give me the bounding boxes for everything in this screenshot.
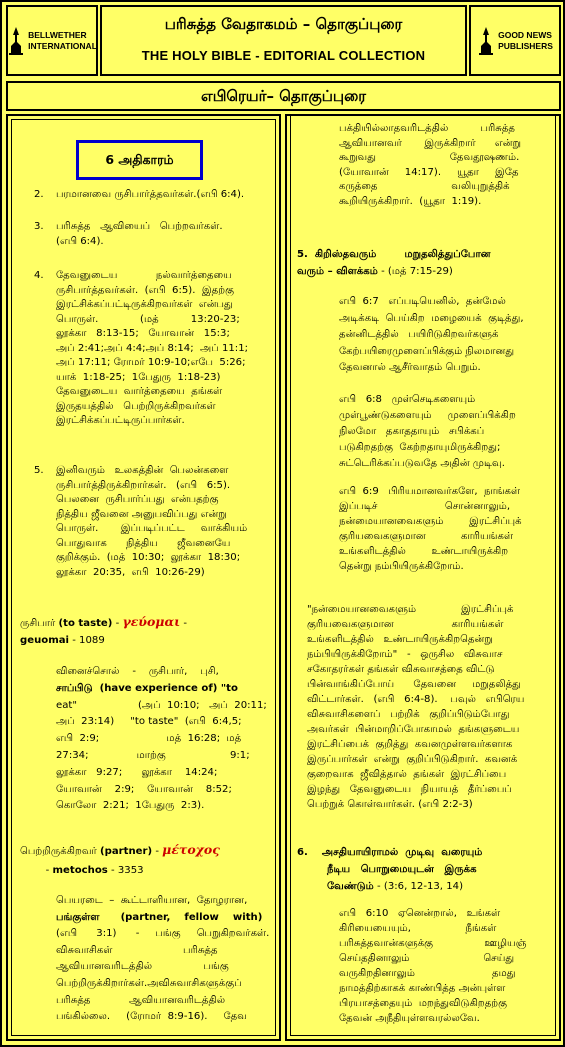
text-line: பொருள். (மத் 13:20-23; [56,313,240,325]
word-strongs: 1089 [79,635,105,646]
text-line: தேவனுடைய வார்த்தையை தங்கள் [56,386,223,397]
list-text [56,220,270,249]
word-translit: metochos [52,865,108,876]
text-line: 27:34; மாற்கு 9:1; [56,749,250,761]
word-translit: geuomai [20,635,69,646]
heading-line: 6. அசதியாயிராமல் முடிவு வரையும் [297,847,483,858]
word-tamil: பெற்றிருக்கிறவர் [20,846,97,857]
text-line: கேற்பயிரைமுளைப்பிக்கும் நிலமானது [339,345,515,357]
list-text [56,269,270,429]
text-line: eat" (அப் 10:10; அப் 20:11; [56,699,267,711]
good-news-logo [469,5,561,76]
text-line: விட்டார்கள். (எபி 6:4-8). பவுல் எபிரெய [307,694,525,705]
text-line: இரட்சிப்பைக் குறித்து கவனமுள்ளவர்களாக [307,739,513,750]
text-line: குறைவாக ஜீவித்தால் தங்கள் இரட்சிப்பை [307,769,507,780]
word-study-body [56,664,270,815]
text-line: சாப்பிடு (have experience of) "to [56,682,238,694]
section-5-heading [297,246,549,280]
heading-line: வரும் – விளக்கம் [297,266,378,277]
text-line: எபி 6:7 எப்படியெனில், தன்மேல் [339,296,506,307]
section-title-bar [6,81,561,111]
text-line: வினைச்சொல் - ருசிபார், புசி, [56,666,219,677]
text-line: லூக்கா 8:13-15; யோவான் 15:3; [56,328,230,339]
text-line: இருதயத்தில் பெற்றிருக்கிறவர்கள் [56,400,216,412]
paragraph [339,484,547,574]
text-line: பொதுவாக நித்திய ஜீவனையே [56,537,231,549]
heading-ref: - (3:6, 12-13, 14) [377,881,464,892]
list-number: 2. [34,189,44,200]
lamp-icon [477,26,495,56]
text-line: கருத்தை வலியுறுத்திக் [339,181,510,192]
text-line: அடிக்கடி பெய்கிற மழையைக் குடித்து, [339,312,524,324]
text-line: பின்வாங்கிப்போய் தேவனை மறுதலித்து [307,679,521,690]
text-line: பங்கில்லை. (ரோமர் 8:9-16). தேவ [56,1011,247,1023]
chapter-label: 6 அதிகாரம் [76,140,203,180]
text-line: சுட்டெரிக்கப்படுவதே அதின் முடிவு. [339,458,505,469]
list-text [56,464,270,580]
word-english: (partner) [100,846,153,857]
text-line: பரிசுத்த ஆவியைப் பெற்றவர்கள். [56,221,223,232]
section-6-heading [297,844,549,895]
text-line: தென்று நம்பியிருக்கிறோம். [339,561,464,572]
text-line: நாமத்திற்காகக் காண்பித்த அன்புள்ள [339,983,506,994]
text-line: சகோதரர்கள் தங்கள் விசுவாசத்தை விட்டு [307,664,495,675]
text-line: இப்படிச் சொன்னாலும், [339,501,511,512]
word-strongs: 3353 [117,865,144,876]
text-line: பரமானவை ருசிபார்த்தவர்கள்.(எபி 6:4). [56,189,245,200]
text-line: பரிசுத்தவான்களுக்கு ஊழியஞ் [339,938,527,949]
text-line: பெலனை ருசிபார்ப்பது என்பதற்கு [56,494,219,505]
text-line: கூறுவது தேவதூஷணம். [339,152,520,163]
text-line: "நன்மையானவைகளும் இரட்சிப்புக் [307,604,514,615]
heading-ref: - (மத் 7:15-29) [381,266,453,277]
list-number: 3. [34,221,44,232]
word-study-body [56,893,270,1026]
text-line: நன்மையானவைகளும் இரட்சிப்புக் [339,516,522,527]
text-line: ருசிபார்த்திருக்கிறார்கள். (எபி 6:5). [56,479,231,491]
text-line: கிரியையையும், நீங்கள் [339,923,497,934]
word-study-heading: ருசிபார் (to taste) - γεύομαι - geuomai - 1089 [20,614,187,646]
intro-paragraph [339,122,547,209]
text-line: விசுவாசிகள் பரிசுத்த [56,944,218,956]
paragraph [339,906,547,1026]
list-number: 4. [34,270,44,281]
text-line: அப் 23:14) "to taste" (எபி 6:4,5; [56,716,242,728]
header-title-tamil: பரிசுத்த வேதாகமம் – தொகுப்புரை [164,15,403,33]
text-line: எபி 6:10 ஏனென்றால், உங்கள் [339,908,501,919]
logo-right-line1: GOOD NEWS [498,29,552,40]
heading-line: வேண்டும் [327,881,374,892]
text-line: எபி 6:8 முள்செடிகளையும் [339,394,476,405]
text-line: உங்களிடத்தில் உண்டாயிருக்கிறதென்று [307,634,493,645]
text-line: ஆவியானவர் இருக்கிறார் என்று [339,137,522,149]
text-line: அவர்கள் பின்மாறிப்போகாமல் தங்களுடைய [307,724,520,735]
text-line: நிலமோ தகாததாயும் சபிக்கப் [339,426,485,437]
text-line: நம்பியிருக்கிறோம்" - ஒருசில விசுவாச [307,649,503,660]
text-line: குரியவைகளுமான காரியங்கள் [307,619,504,630]
text-line: தேவன் அநீதியுள்ளவரல்லவே. [339,1013,480,1024]
lamp-icon [7,26,25,56]
text-line: தேவனால் ஆசீர்வாதம் பெறும். [339,362,481,373]
heading-line: நீடிய பொறுமையுடன் இருக்க [327,864,477,875]
text-line: எபி 6:9 பிரியமானவர்களே, நாங்கள் [339,486,521,497]
word-greek: μέτοχος [162,842,220,857]
text-line: தன்னிடத்தில் பயிரிடுகிறவர்களுக் [339,329,499,340]
text-line: ருசிபார்த்தவர்கள். (எபி 6:5). இதற்கு [56,284,235,296]
text-line: அப் 17:11; ரோமர் 10:9-10;எபே 5:26; [56,357,246,368]
logo-left-line1: BELLWETHER [28,29,87,40]
text-line: பரிசுத்த ஆவியானவரிடத்தில் [56,994,226,1006]
text-line: கொலோ 2:21; 1பேதுரு 2:3). [56,800,205,812]
text-line: பெற்றிருக்கிறார்கள்.அவிசுவாசிகளுக்குப் [56,977,242,989]
header [100,5,467,76]
list-text [56,188,270,203]
text-line: தேவனுடைய நல்வார்த்தையை [56,270,232,281]
text-line: (யோவான் 14:17). யூதா இதே [339,166,519,178]
text-line: (எபி 3:1) - பங்கு பெறுகிறவர்கள். [56,928,270,940]
text-line: ஆவியானவரிடத்தில் பங்கு [56,961,229,973]
text-line: வருகிறதினாலும் தமது [339,968,516,979]
text-line: பெற்றுக் கொள்வார்கள். (எபி 2:2-3) [307,799,473,810]
text-line: யாக் 1:18-25; 1பேதுரு 1:18-23) [56,371,221,383]
text-line: பக்தியில்லாதவரிடத்தில் பரிசுத்த [339,123,515,134]
text-line: விசுவாசிகளைப் பற்றிக் குறிப்பிடும்போது [307,709,510,720]
list-number: 5. [34,465,44,476]
text-line: படுகிறதற்கு கேற்றதாயுமிருக்கிறது; [339,442,501,453]
text-line: குறிக்கும். (மத் 10:30; லூக்கா 18:30; [56,552,241,563]
logo-right-line2: PUBLISHERS [498,40,553,51]
left-column [6,114,281,1041]
text-line: இனிவரும் உலகத்தின் பெலன்களை [56,465,229,476]
paragraph [307,602,549,812]
text-line: பிரயாசத்தையும் மறந்துவிடுகிறதற்கு [339,998,508,1009]
text-line: முள்பூண்டுகளையும் முளைப்பிக்கிற [339,410,516,421]
section-title: எபிரெயர்– தொகுப்புரை [200,87,367,105]
text-line: குரியவைகளுமான காரியங்கள் [339,531,514,542]
word-tamil: ருசிபார் [20,618,56,629]
text-line: இருப்பார்கள் என்று குறிப்பிடுகிறார். கவனக் [307,754,518,765]
text-line: செய்ததினாலும் செய்து [339,953,515,964]
right-column [285,114,561,1041]
text-line: அப் 2:41;அப் 4:4;அப் 8:14; அப் 11:1; [56,342,249,354]
word-greek: γεύομαι [122,614,181,629]
text-line: எபி 2:9; மத் 16:28; மத் [56,733,242,745]
word-study-heading: பெற்றிருக்கிறவர் (partner) - μέτοχος - metochos - 3353 [20,842,220,876]
paragraph [339,294,547,377]
text-line: பொருள். இப்படிப்பட்ட வாக்கியம் [56,523,248,534]
logo-left-line2: INTERNATIONAL [28,40,97,51]
text-line: (எபி 6:4). [56,235,104,247]
text-line: இரட்சிக்கப்பட்டிருக்கிறவர்கள் என்பது [56,299,233,310]
text-line: லூக்கா 20:35, எபி 10:26-29) [56,566,205,578]
text-line: இழந்து தேவனுடைய நியாயத் தீர்ப்பைப் [307,784,512,795]
text-line: யோவான் 2:9; யோவான் 8:52; [56,783,232,795]
text-line: பங்குள்ள (partner, fellow with) [56,911,263,923]
heading-line: 5. கிறிஸ்தவரும் மறுதலித்துப்போன [297,249,491,260]
bellwether-logo [6,5,98,76]
word-english: (to taste) [58,618,113,629]
text-line: லூக்கா 9:27; லூக்கா 14:24; [56,766,218,778]
header-title-english: THE HOLY BIBLE - EDITORIAL COLLECTION [141,48,426,63]
text-line: நித்திய ஜீவனை அனுபவிப்பது என்று [56,508,227,520]
paragraph [339,392,547,472]
text-line: கூறியிருக்கிறார். (யூதா 1:19). [339,195,482,207]
text-line: பெயரடை – கூட்டாளியான, தோழரான, [56,895,248,906]
text-line: இரட்சிக்கப்பட்டிருப்பார்கள். [56,415,185,426]
text-line: உங்களிடத்தில் உண்டாயிருக்கிற [339,546,509,557]
